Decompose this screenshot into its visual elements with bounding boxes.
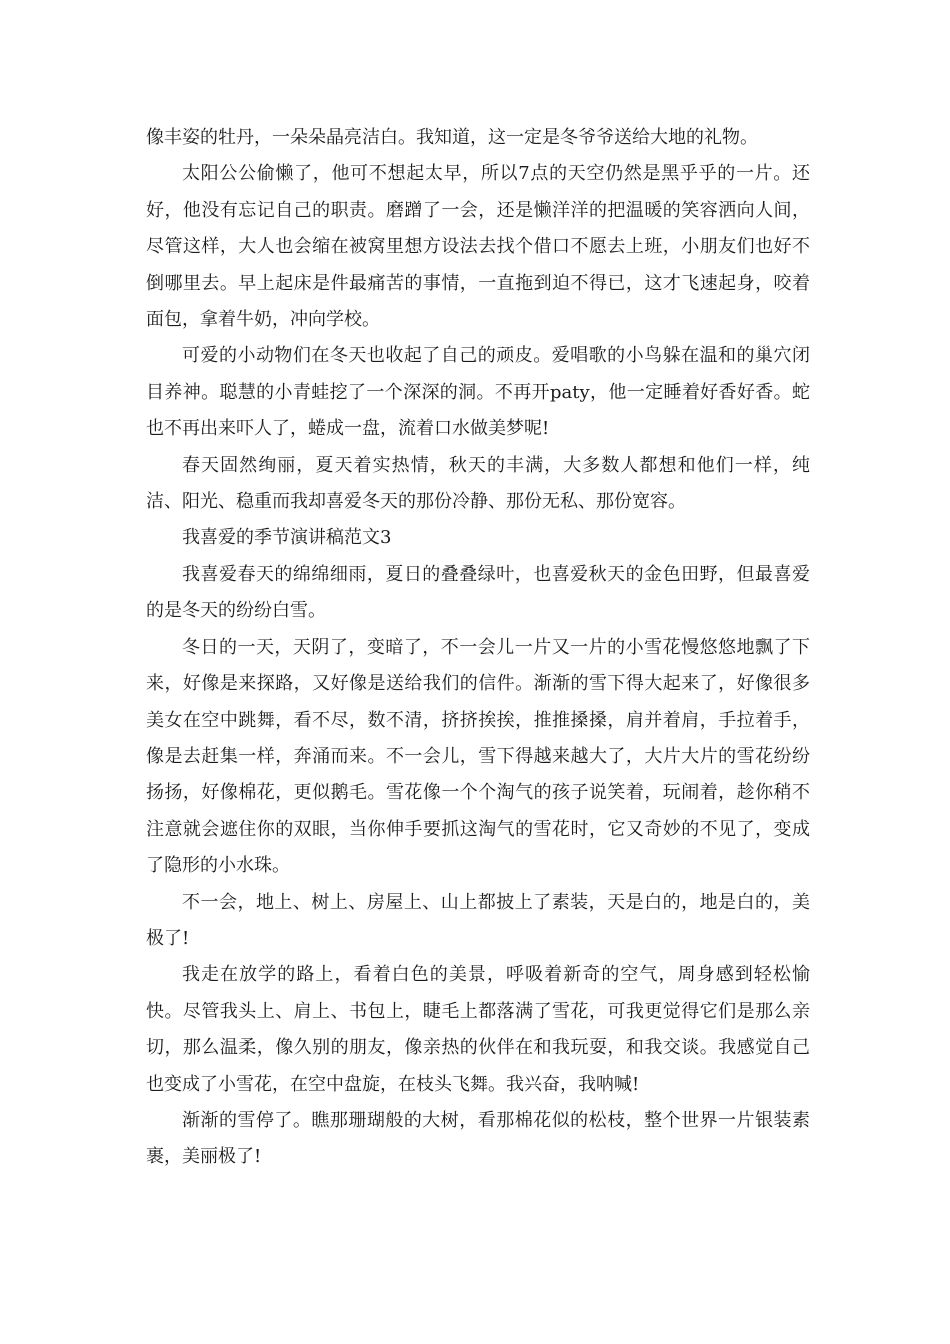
document-page bbox=[146, 120, 810, 1176]
paragraph: 我走在放学的路上，看着白色的美景，呼吸着新奇的空气，周身感到轻松愉快。尽管我头上、肩上、书包上，睫毛上都落满了雪花，可我更觉得它们是那么亲切，那么温柔，像久别的朋友，像亲热的伙伴在和我玩耍，和我交谈。我感觉自己也变成了小雪花，在空中盘旋，在枝头飞舞。我兴奋，我呐喊! bbox=[146, 964, 810, 1095]
paragraph: 冬日的一天，天阴了，变暗了，不一会儿一片又一片的小雪花慢悠悠地飘了下来，好像是来探路，又好像是送给我们的信件。渐渐的雪下得大起来了，好像很多美女在空中跳舞，看不尽，数不清，挤挤挨挨，推推搡搡，肩并着肩，手拉着手，像是去赶集一样，奔涌而来。不一会儿，雪下得越来越大了，大片大片的雪花纷纷扬扬，好像棉花，更似鹅毛。雪花像一个个淘气的孩子说笑着，玩闹着，趁你稍不注意就会遮住你的双眼，当你伸手要抓这淘气的雪花时，它又奇妙的不见了，变成了隐形的小水珠。 bbox=[146, 636, 810, 877]
paragraph: 不一会，地上、树上、房屋上、山上都披上了素装，天是白的，地是白的，美极了! bbox=[146, 891, 810, 949]
section-heading: 我喜爱的季节演讲稿范文3 bbox=[182, 527, 392, 549]
paragraph: 像丰姿的牡丹，一朵朵晶亮洁白。我知道，这一定是冬爷爷送给大地的礼物。 bbox=[146, 127, 758, 148]
paragraph: 可爱的小动物们在冬天也收起了自己的顽皮。爱唱歌的小鸟躲在温和的巢穴闭目养神。聪慧的小青蛙挖了一个深深的洞。不再开paty，他一定睡着好香好香。蛇也不再出来吓人了，蜷成一盘，流着口水做美梦呢! bbox=[146, 345, 810, 440]
paragraph: 渐渐的雪停了。瞧那珊瑚般的大树，看那棉花似的松枝，整个世界一片银装素裹，美丽极了! bbox=[146, 1109, 810, 1168]
paragraph: 太阳公公偷懒了，他可不想起太早，所以7点的天空仍然是黑乎乎的一片。还好，他没有忘记自己的职责。磨蹭了一会，还是懒洋洋的把温暖的笑容洒向人间，尽管这样，大人也会缩在被窝里想方设法去找个借口不愿去上班，小朋友们也好不倒哪里去。早上起床是件最痛苦的事情，一直拖到迫不得已，这才飞速起身，咬着面包，拿着牛奶，冲向学校。 bbox=[146, 163, 810, 331]
paragraph: 春天固然绚丽，夏天着实热情，秋天的丰满，大多数人都想和他们一样，纯洁、阳光、稳重而我却喜爱冬天的那份冷静、那份无私、那份宽容。 bbox=[146, 454, 810, 513]
paragraph: 我喜爱春天的绵绵细雨，夏日的叠叠绿叶，也喜爱秋天的金色田野，但最喜爱的是冬天的纷纷白雪。 bbox=[146, 563, 810, 622]
